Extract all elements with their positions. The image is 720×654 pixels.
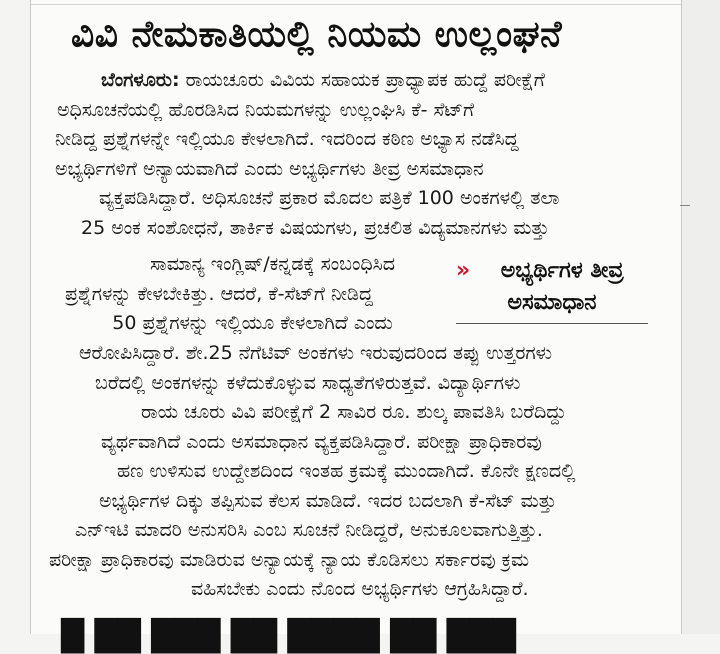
text-line: ವ್ಯರ್ಥವಾಗಿದೆ ಎಂದು ಅಸಮಾಧಾನ ವ್ಯಕ್ತಪಡಿಸಿದ್ದಾರೆ. ಪರೀಕ್ಷಾ ಪ್ರಾಧಿಕಾರವು (101, 430, 542, 453)
subheading-line-2: ಅಸಮಾಧಾನ (507, 290, 597, 315)
text-line: 25 ಅಂಕ ಸಂಶೋಧನೆ, ತಾರ್ಕಿಕ ವಿಷಯಗಳು, ಪ್ರಚಲಿತ ವಿದ್ಯಮಾನಗಳು ಮತ್ತು (81, 216, 550, 239)
text-line: ಬರೆದಲ್ಲಿ ಅಂಕಗಳನ್ನು ಕಳೆದುಕೊಳ್ಳುವ ಸಾಧ್ಯತೆಗಳಿರುತ್ತವೆ. ವಿದ್ಯಾರ್ಥಿಗಳು (95, 371, 521, 394)
text-line: ವ್ಯಕ್ತಪಡಿಸಿದ್ದಾರೆ. ಅಧಿಸೂಚನೆ ಪ್ರಕಾರ ಮೊದಲ ಪತ್ರಿಕೆ 100 ಅಂಕಗಳಲ್ಲಿ ತಲಾ (99, 187, 560, 209)
top-divider (31, 0, 681, 5)
dateline: ಬೆಂಗಳೂರು: (101, 69, 180, 91)
first-line (45, 66, 667, 96)
text-line: ಅಭ್ಯರ್ಥಿಗಳ ದಿಕ್ಕು ತಪ್ಪಿಸುವ ಕೆಲಸ ಮಾಡಿದೆ. ಇದರ ಬದಲಾಗಿ ಕೆ-ಸೆಟ್ ಮತ್ತು (99, 489, 557, 512)
double-chevron-icon: » (456, 258, 471, 283)
article-body-top (45, 66, 667, 243)
text-line: ರಾಯ ಚೂರು ವಿವಿ ಪರೀಕ್ಷೆಗೆ 2 ಸಾವಿರ ರೂ. ಶುಲ್ಕ ಪಾವತಿಸಿ ಬರೆದಿದ್ದು (141, 401, 567, 423)
subheading-line-1: ಅಭ್ಯರ್ಥಿಗಳ ತೀವ್ರ (500, 258, 624, 283)
text-line: ಪರೀಕ್ಷಾ ಪ್ರಾಧಿಕಾರವು ಮಾಡಿರುವ ಅನ್ಯಾಯಕ್ಕೆ ನ್ಯಾಯ ಕೊಡಿಸಲು ಸರ್ಕಾರವು ಕ್ರಮ (49, 548, 530, 571)
text-line: ಹಣ ಉಳಿಸುವ ಉದ್ದೇಶದಿಂದ ಇಂತಹ ಕ್ರಮಕ್ಕೆ ಮುಂದಾಗಿದೆ. ಕೊನೇ ಕ್ಷಣದಲ್ಲಿ (117, 460, 576, 482)
article-body-narrow (65, 250, 440, 339)
text-line: ಅಭ್ಯರ್ಥಿಗಳಿಗೆ ಅನ್ಯಾಯವಾಗಿದೆ ಎಂದು ಅಭ್ಯರ್ಥಿಗಳು ತೀವ್ರ ಅಸಮಾಧಾನ (55, 157, 484, 180)
text-line: ವಹಿಸಬೇಕು ಎಂದು ನೊಂದ ಅಭ್ಯರ್ಥಿಗಳು ಆಗ್ರಹಿಸಿದ್ದಾರೆ. (191, 578, 529, 600)
text-line: ಸಾಮಾನ್ಯ ಇಂಗ್ಲಿಷ್/ಕನ್ನಡಕ್ಕೆ ಸಂಬಂಧಿಸಿದ (149, 253, 396, 275)
page-margin (681, 0, 720, 634)
article-body-bottom (45, 339, 667, 605)
next-headline-cut (61, 619, 661, 654)
text-line: ನೀಡಿದ್ದ ಪ್ರಶ್ನೆಗಳನ್ನೇ ಇಲ್ಲಿಯೂ ಕೇಳಲಾಗಿದೆ. ಇದರಿಂದ ಕಠಿಣ ಅಭ್ಯಾಸ ನಡೆಸಿದ್ದ (55, 128, 519, 150)
cut-text-fragment: █ ██ ███ ██ ████ ██ ███ (61, 619, 516, 654)
text-line: ಪ್ರಶ್ನೆಗಳನ್ನು ಕೇಳಬೇಕಿತ್ತು. ಆದರೆ, ಕೆ-ಸೆಟ್‌ಗೆ ನೀಡಿದ್ದ (65, 282, 373, 305)
text-line: ಅಧಿಸೂಚನೆಯಲ್ಲಿ ಹೊರಡಿಸಿದ ನಿಯಮಗಳನ್ನು ಉಲ್ಲಂಘಿಸಿ ಕೆ- ಸೆಟ್‌ಗೆ (57, 98, 475, 121)
newspaper-clipping (30, 0, 682, 654)
text-line: 50 ಪ್ರಶ್ನೆಗಳನ್ನು ಇಲ್ಲಿಯೂ ಕೇಳಲಾಗಿದೆ ಎಂದು (112, 312, 393, 334)
subheading (456, 255, 648, 324)
headline: ವಿವಿ ನೇಮಕಾತಿಯಲ್ಲಿ ನಿಯಮ ಉಲ್ಲಂಘನೆ (71, 14, 563, 55)
text-line: ಎನ್‌ಇಟಿ ಮಾದರಿ ಅನುಸರಿಸಿ ಎಂಬ ಸೂಚನೆ ನೀಡಿದ್ದರೆ, ಅನುಕೂಲವಾಗುತ್ತಿತ್ತು. (75, 519, 543, 541)
column-rule-mark (680, 205, 690, 206)
text-line: ರಾಯಚೂರು ವಿವಿಯ ಸಹಾಯಕ ಪ್ರಾಧ್ಯಾಪಕ ಹುದ್ದೆ ಪರೀಕ್ಷೆಗೆ (179, 69, 545, 91)
text-line: ಆರೋಪಿಸಿದ್ದಾರೆ. ಶೇ.25 ನೆಗೆಟಿವ್ ಅಂಕಗಳು ಇರುವುದರಿಂದ ತಪ್ಪು ಉತ್ತರಗಳು (79, 342, 553, 364)
subheading-row (456, 255, 648, 287)
